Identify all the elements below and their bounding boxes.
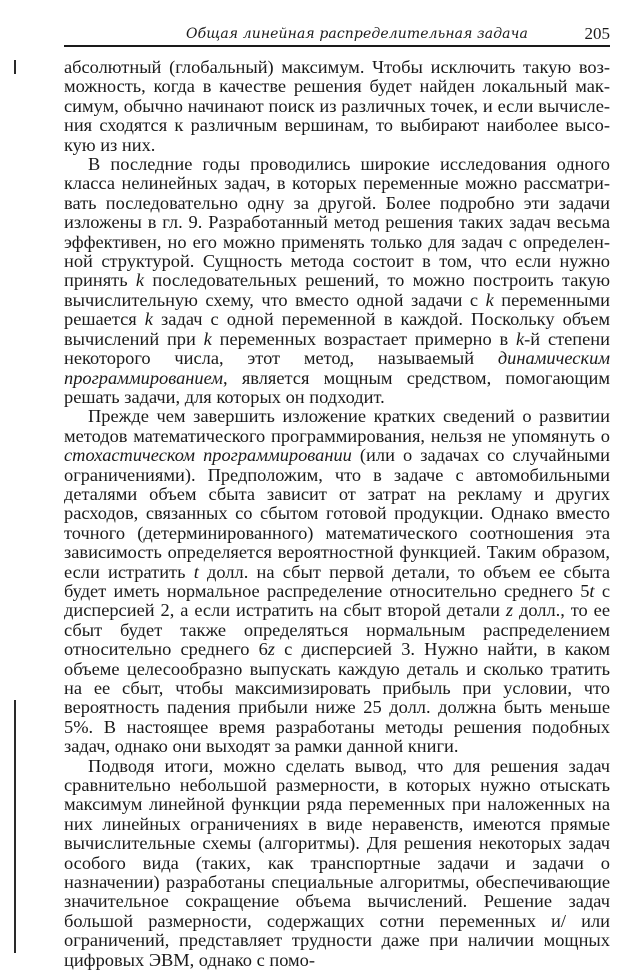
paragraph	[64, 757, 610, 970]
text-run: задач с одной переменной в каждой. Поскольку объем вычислений при	[64, 309, 610, 349]
italic-term: k	[516, 328, 525, 349]
italic-term: z	[505, 600, 514, 621]
text-run: переменных возрастает примерно в	[211, 328, 516, 349]
text-run: с дисперсией 2, а если истратить на сбыт второй детали	[64, 580, 610, 621]
italic-term: k	[135, 270, 145, 291]
scan-edge-mark	[14, 700, 16, 953]
running-title: Общая линейная распределительная задача	[186, 26, 528, 42]
italic-term: стохастическом программировании	[64, 445, 352, 466]
text-run: -й степени некоторого числа, этот метод, называемый	[64, 328, 610, 369]
header-rule	[64, 45, 610, 47]
italic-term: t	[589, 580, 595, 601]
text-run: Прежде чем завершить изложение кратких сведений о развитии методов математического программирования, нельзя не упомянуть о	[64, 406, 610, 446]
body-text	[64, 58, 610, 970]
paragraph	[64, 407, 610, 756]
text-run: , является мощным средством, помогающим решать задачи, для которых он подходит.	[64, 367, 610, 407]
italic-term: z	[267, 639, 275, 660]
text-run: последовательных решений, то можно построить такую вычислительную схему, что вместо одной задачи с	[64, 270, 610, 310]
text-run: с дисперсией 3. Нужно найти, в каком объеме целесообразно выпускать каждую деталь и сколько тратить на ее сбыт, чтобы максимизировать прибыль при условии, что вероятность падения прибыли ниже 25 долл. должна быть меньше 5%. В настоящее время разработаны методы решения подобных задач, однако они выходят за рамки данной книги.	[64, 639, 610, 757]
italic-term: k	[485, 289, 494, 310]
running-header	[64, 22, 610, 46]
paragraph	[64, 155, 610, 407]
text-run: долл. на сбыт первой детали, то объем ее сбыта будет иметь нормальное распределение относительно среднего 5	[64, 561, 610, 601]
text-run: абсолютный (глобальный) максимум. Чтобы исключить такую возможность, когда в качестве решения будет найден локальный максимум, обычно начинают поиск из различных точек, и если вычисления сходятся к различным вершинам, то выбирают наиболее высокую из них.	[64, 57, 610, 155]
italic-term: динамическим программированием	[64, 348, 610, 388]
text-run: долл., то ее сбыт будет также определяться нормальным распределением относительно среднего 6	[64, 600, 611, 660]
italic-term: k	[144, 309, 153, 330]
text-run: Подводя итоги, можно сделать вывод, что для решения задач сравнительно небольшой размерности, в которых нужно отыскать максимум линейной функции ряда переменных при наложенных на них линейных ограничениях в виде неравенств, имеются прямые вычислительные схемы (алгоритмы). Для решения некоторых задач особого вида (таких, как транспортные задачи и задачи о назначении) разработаны специальные алгоритмы, обеспечивающие значительное сокращение объема вычислений. Решение задач большой размерности, содержащих сотни переменных и/ или ограничений, представляет трудности даже при наличии мощных цифровых ЭВМ, однако с помо-	[64, 755, 610, 970]
italic-term: t	[193, 561, 199, 582]
italic-term: k	[203, 328, 212, 349]
page-number: 205	[584, 24, 610, 43]
text-run: (или о задачах со случайными ограничениями). Предположим, что в задаче с автомобильными деталями объем сбыта зависит от затрат на рекламу и других расходов, связанных со сбытом готовой продукции. Однако вместо точного (детерминированного) математического соотношения эта зависимость определяется вероятностной функцией. Таким образом, если истратить	[64, 445, 611, 582]
text-run: В последние годы проводились широкие исследования одного класса нелинейных задач, в которых переменные можно рассматривать последовательно одну за другой. Более подробно эти задачи изложены в гл. 9. Разработанный метод решения таких задач весьма эффективен, но его можно применять только для задач с определенной структурой. Сущность метода состоит в том, что если нужно принять	[64, 154, 610, 291]
paragraph	[64, 58, 610, 155]
text-run: переменными решается	[64, 289, 610, 330]
scan-edge-mark	[14, 60, 16, 74]
